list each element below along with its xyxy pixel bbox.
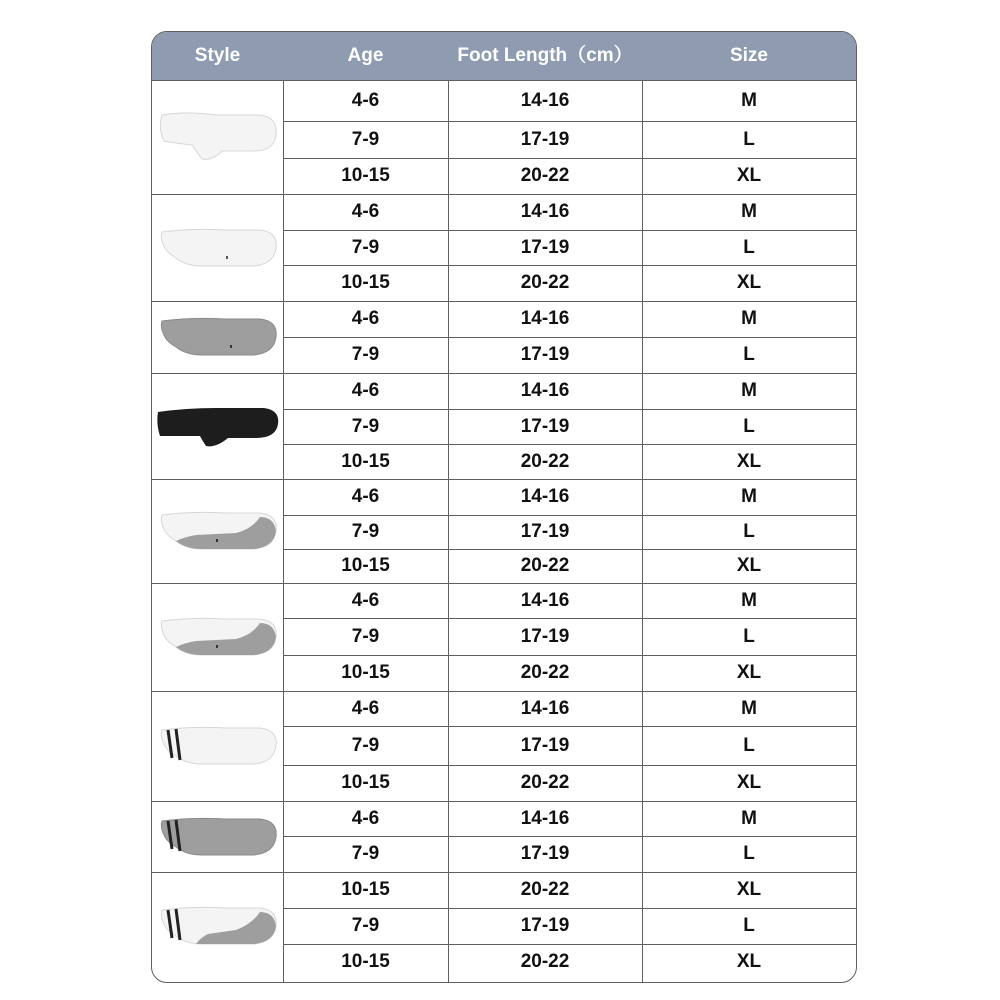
age-cell: 4-6 xyxy=(351,697,380,719)
age-cell: 10-15 xyxy=(341,165,390,186)
table-row xyxy=(283,618,856,655)
table-row xyxy=(283,301,856,337)
foot-length-cell: 14-16 xyxy=(520,308,570,329)
table-row xyxy=(283,121,856,158)
table-row xyxy=(283,194,856,230)
table-row xyxy=(283,908,856,944)
age-cell: 4-6 xyxy=(351,589,380,611)
size-cell: M xyxy=(741,89,757,111)
size-cell: L xyxy=(743,236,755,258)
age-cell: 4-6 xyxy=(351,201,380,222)
white-striped-sock-icon xyxy=(152,691,283,801)
size-cell: L xyxy=(743,128,755,150)
foot-length-cell: 14-16 xyxy=(520,380,570,401)
size-cell: XL xyxy=(736,272,762,293)
size-cell: XL xyxy=(736,165,762,186)
age-cell: 10-15 xyxy=(341,662,390,683)
foot-length-cell: 20-22 xyxy=(520,555,570,576)
foot-length-cell: 20-22 xyxy=(520,662,570,683)
size-cell: L xyxy=(743,843,755,864)
white-ankle-sock-icon xyxy=(152,194,283,301)
foot-length-cell: 17-19 xyxy=(520,344,570,365)
foot-length-cell: 20-22 xyxy=(520,165,570,186)
size-cell: L xyxy=(743,344,755,365)
age-cell: 7-9 xyxy=(351,915,380,936)
age-cell: 4-6 xyxy=(351,308,380,329)
size-cell: XL xyxy=(736,662,762,683)
foot-length-cell: 14-16 xyxy=(520,486,570,507)
age-cell: 7-9 xyxy=(351,734,380,756)
header-style: Style xyxy=(194,45,241,66)
size-cell: XL xyxy=(736,555,762,576)
table-row xyxy=(283,801,856,836)
table-row xyxy=(283,515,856,549)
table-row xyxy=(283,479,856,515)
table-row xyxy=(283,583,856,618)
age-cell: 10-15 xyxy=(341,272,390,293)
size-cell: M xyxy=(741,380,757,401)
gray-ankle-sock-icon xyxy=(152,301,283,373)
size-cell: M xyxy=(741,308,757,329)
table-row xyxy=(283,373,856,409)
table-header xyxy=(152,32,856,80)
foot-length-cell: 20-22 xyxy=(520,951,570,972)
age-cell: 7-9 xyxy=(351,236,380,258)
gray-striped-sock-icon xyxy=(152,801,283,872)
size-cell: M xyxy=(741,697,757,719)
size-cell: M xyxy=(741,201,757,222)
age-cell: 10-15 xyxy=(341,772,390,793)
foot-length-cell: 14-16 xyxy=(520,89,570,111)
header-size: Size xyxy=(729,45,769,66)
table-row xyxy=(283,337,856,373)
age-cell: 7-9 xyxy=(351,843,380,864)
table-row xyxy=(283,549,856,583)
white-gray-sole-ankle-sock-icon xyxy=(152,479,283,583)
age-cell: 7-9 xyxy=(351,625,380,647)
foot-length-cell: 20-22 xyxy=(520,450,570,472)
foot-length-cell: 17-19 xyxy=(520,625,570,647)
age-cell: 10-15 xyxy=(341,951,390,972)
age-cell: 10-15 xyxy=(341,450,390,472)
header-age: Age xyxy=(347,45,384,66)
table-row xyxy=(283,836,856,872)
size-cell: L xyxy=(743,734,755,756)
foot-length-cell: 20-22 xyxy=(520,272,570,293)
size-cell: XL xyxy=(736,879,762,900)
table-row xyxy=(283,158,856,194)
foot-length-cell: 17-19 xyxy=(520,915,570,936)
age-cell: 7-9 xyxy=(351,415,380,437)
size-cell: XL xyxy=(736,772,762,793)
foot-length-cell: 20-22 xyxy=(520,879,570,900)
foot-length-cell: 20-22 xyxy=(520,772,570,793)
table-row xyxy=(283,765,856,801)
table-row xyxy=(283,691,856,726)
foot-length-cell: 17-19 xyxy=(520,128,570,150)
foot-length-cell: 17-19 xyxy=(520,521,570,542)
age-cell: 7-9 xyxy=(351,344,380,365)
foot-length-cell: 14-16 xyxy=(520,807,570,829)
table-row xyxy=(283,655,856,691)
table-row xyxy=(283,80,856,121)
table-row xyxy=(283,409,856,444)
header-foot-length: Foot Length（cm） xyxy=(457,45,633,66)
size-cell: L xyxy=(743,521,755,542)
size-cell: XL xyxy=(736,450,762,472)
size-cell: M xyxy=(741,807,757,829)
age-cell: 10-15 xyxy=(341,879,390,900)
size-cell: L xyxy=(743,415,755,437)
table-row xyxy=(283,265,856,301)
foot-length-cell: 17-19 xyxy=(520,236,570,258)
table-row xyxy=(283,944,856,980)
white-striped-gray-sole-sock-icon xyxy=(152,872,283,980)
size-cell: L xyxy=(743,625,755,647)
black-crew-sock-icon xyxy=(152,373,283,479)
age-cell: 4-6 xyxy=(351,486,380,507)
size-cell: M xyxy=(741,589,757,611)
table-row xyxy=(283,230,856,265)
age-cell: 10-15 xyxy=(341,555,390,576)
foot-length-cell: 17-19 xyxy=(520,415,570,437)
table-row xyxy=(283,726,856,765)
size-chart-table xyxy=(151,31,857,983)
age-cell: 4-6 xyxy=(351,807,380,829)
foot-length-cell: 14-16 xyxy=(520,589,570,611)
table-row xyxy=(283,872,856,908)
age-cell: 7-9 xyxy=(351,128,380,150)
age-cell: 4-6 xyxy=(351,380,380,401)
table-row xyxy=(283,444,856,479)
foot-length-cell: 14-16 xyxy=(520,697,570,719)
foot-length-cell: 17-19 xyxy=(520,843,570,864)
size-cell: M xyxy=(741,486,757,507)
age-cell: 7-9 xyxy=(351,521,380,542)
foot-length-cell: 14-16 xyxy=(520,201,570,222)
age-cell: 4-6 xyxy=(351,89,380,111)
size-cell: L xyxy=(743,915,755,936)
white-crew-sock-icon xyxy=(152,80,283,194)
white-gray-sole-crew-sock-icon xyxy=(152,583,283,691)
foot-length-cell: 17-19 xyxy=(520,734,570,756)
size-cell: XL xyxy=(736,951,762,972)
